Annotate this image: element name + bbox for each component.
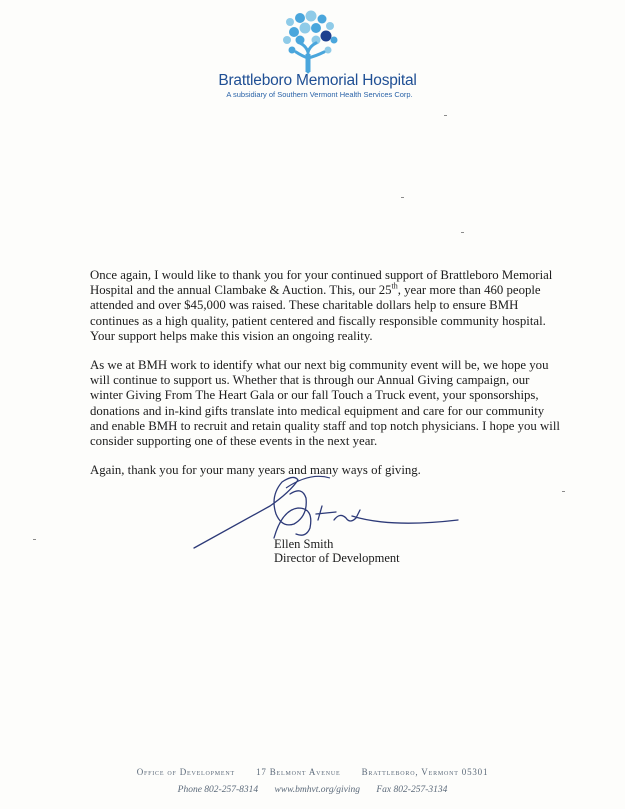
signer-title: Director of Development [274,551,400,565]
scan-speck [562,491,565,492]
paragraph-2: As we at BMH work to identify what our next big community event will be, we hope you will continue to support us. Whether that is through our Annual Giving campaign, our winter Giving From The Heart Gala or our fall Touch a Truck event, your sponsorships, donations and in-kind gifts translate into medical equipment and care for our community and enable BMH to recruit and retain quality staff and top notch physicians. I hope you will consider supporting one of these events in the next year. [90,358,560,449]
paragraph-1-text-b: , year more than 460 people attended and over $45,000 was raised. These charitable dollars help to ensure BMH continues as a high quality, patient centered and fiscally responsible community hospital. Your support helps make this vision an ongoing reality. [90,283,546,343]
paragraph-1 [90,268,560,344]
ordinal-suffix: th [391,281,398,291]
footer-address-line [0,767,625,777]
footer-fax [376,785,447,795]
fax-number: 802-257-3134 [393,785,448,795]
letter-body [90,268,560,492]
paragraph-3: Again, thank you for your many years and many ways of giving. [90,463,421,478]
hospital-tree-logo [270,10,350,74]
org-subsidiary: A subsidiary of Southern Vermont Health Services Corp. [226,90,413,99]
scan-speck [461,232,464,233]
website-link[interactable]: www.bmhvt.org/giving [274,785,360,795]
paragraph-1-text-a: Once again, I would like to thank you for your continued support of Brattleboro Memorial Hospital and the annual Clambake & Auction. This, our 25 [90,268,553,298]
fax-label: Fax [376,785,392,795]
footer-office: Office of Development [136,767,235,777]
scan-speck [401,197,404,198]
scan-speck [444,115,447,116]
footer-city: Brattleboro, Vermont 05301 [361,767,489,777]
scan-speck [33,539,36,540]
footer-phone [178,785,258,795]
org-name: Brattleboro Memorial Hospital [218,72,417,89]
footer-street: 17 Belmont Avenue [256,767,341,777]
signer-name: Ellen Smith [274,537,334,551]
footer-website [275,785,361,795]
phone-number: 802-257-8314 [204,785,259,795]
footer-contact-line [0,785,625,795]
phone-label: Phone [177,785,202,795]
